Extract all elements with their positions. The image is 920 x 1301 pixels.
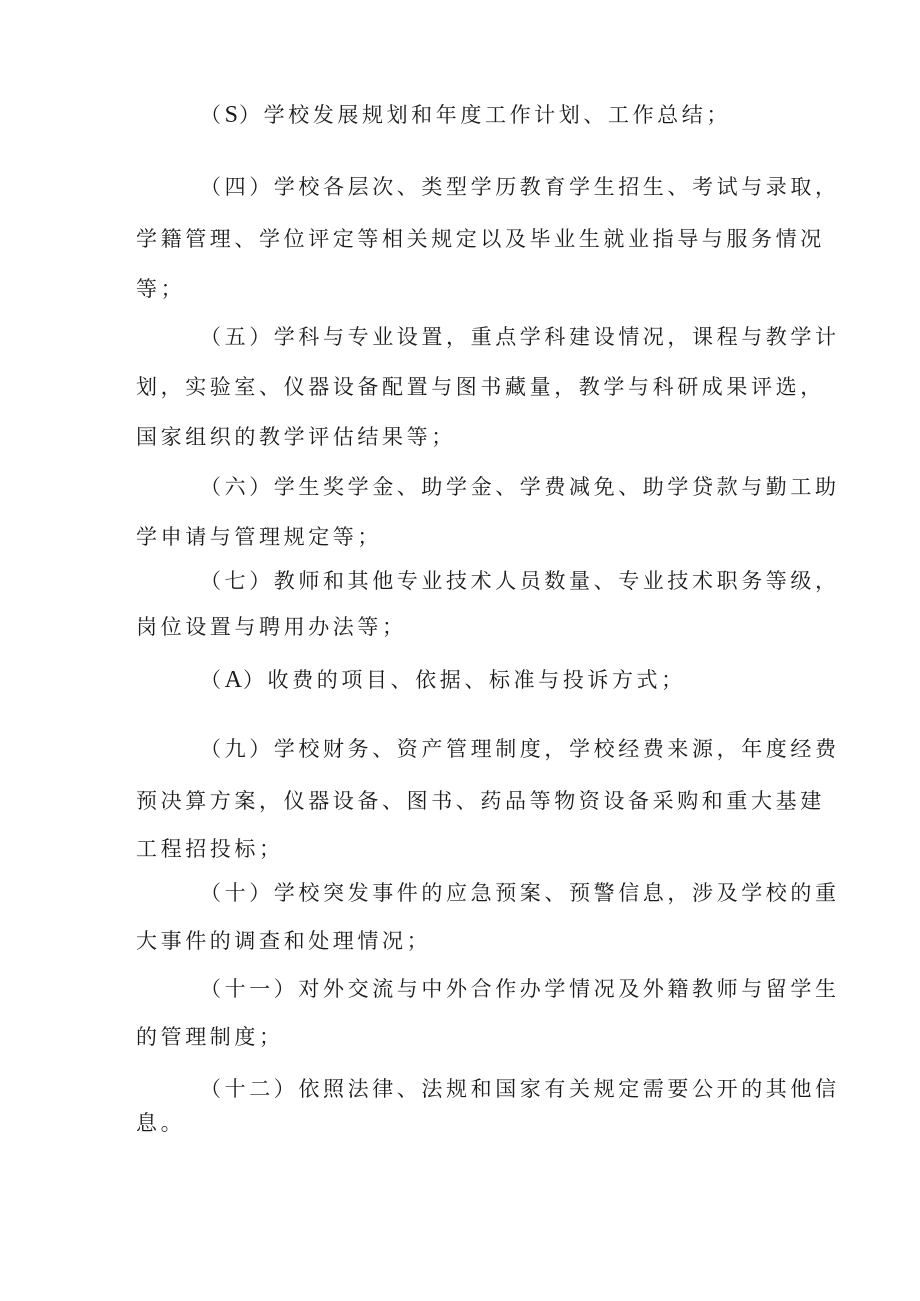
- paragraph-3-text: （S）学校发展规划和年度工作计划、工作总结；: [200, 102, 731, 128]
- paragraph-4-line-3: 等；: [136, 277, 186, 301]
- paragraph-9-line-1: （九）学校财务、资产管理制度，学校经费来源，年度经费: [200, 737, 840, 761]
- paragraph-12-line-2: 息。: [136, 1111, 186, 1135]
- paragraph-7-line-2: 岗位设置与聘用办法等；: [136, 615, 407, 639]
- paragraph-6-line-1: （六）学生奖学金、助学金、学费减免、助学贷款与勤工助: [200, 475, 840, 499]
- paragraph-5-line-1: （五）学科与专业设置，重点学科建设情况，课程与教学计: [200, 325, 840, 349]
- paragraph-9-line-3: 工程招投标；: [136, 837, 284, 861]
- paragraph-10-line-1: （十）学校突发事件的应急预案、预警信息，涉及学校的重: [200, 881, 840, 905]
- paragraph-6-line-2: 学申请与管理规定等；: [136, 525, 382, 549]
- paragraph-8-line-1: [200, 666, 686, 694]
- paragraph-9-line-2: 预决算方案，仪器设备、图书、药品等物资设备采购和重大基建: [136, 789, 825, 813]
- paragraph-8-text: （A）收费的项目、依据、标准与投诉方式；: [200, 667, 686, 693]
- paragraph-4-line-2: 学籍管理、学位评定等相关规定以及毕业生就业指导与服务情况: [136, 227, 825, 251]
- paragraph-10-line-2: 大事件的调查和处理情况；: [136, 929, 432, 953]
- paragraph-7-line-1: （七）教师和其他专业技术人员数量、专业技术职务等级，: [200, 569, 840, 593]
- paragraph-3-line-1: [200, 101, 731, 129]
- paragraph-5-line-2: 划，实验室、仪器设备配置与图书藏量，教学与科研成果评选，: [136, 375, 825, 399]
- paragraph-5-line-3: 国家组织的教学评估结果等；: [136, 425, 456, 449]
- paragraph-11-line-1: （十一）对外交流与中外合作办学情况及外籍教师与留学生: [200, 977, 840, 1001]
- paragraph-11-line-2: 的管理制度；: [136, 1025, 284, 1049]
- paragraph-4-line-1: （四）学校各层次、类型学历教育学生招生、考试与录取，: [200, 175, 840, 199]
- paragraph-12-line-1: （十二）依照法律、法规和国家有关规定需要公开的其他信: [200, 1077, 840, 1101]
